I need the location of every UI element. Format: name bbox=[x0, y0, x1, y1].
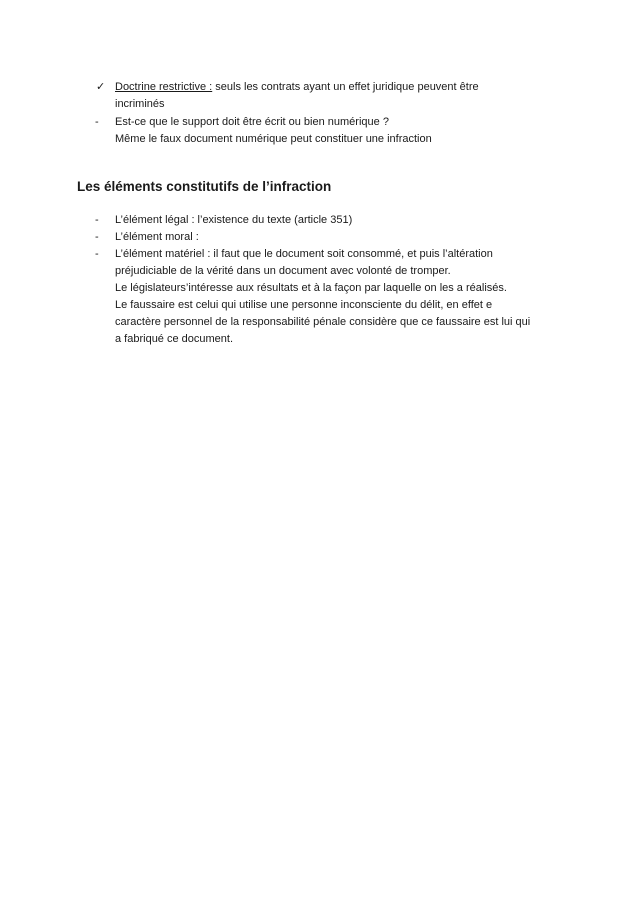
doctrine-continuation: incriminés bbox=[115, 98, 165, 110]
paragraph-line: Le législateurs’intéresse aux résultats et à la façon par laquelle on les a réalisés. bbox=[115, 282, 507, 294]
doctrine-term: Doctrine restrictive : bbox=[115, 81, 213, 93]
list-dash: - bbox=[95, 248, 99, 260]
list-dash: - bbox=[95, 116, 99, 128]
list-dash: - bbox=[95, 214, 99, 226]
list-item-legal: L’élément légal : l’existence du texte (article 351) bbox=[115, 214, 353, 226]
list-item-moral: L’élément moral : bbox=[115, 231, 199, 243]
section-heading: Les éléments constitutifs de l’infraction bbox=[77, 179, 332, 194]
paragraph-line: préjudiciable de la vérité dans un document avec volonté de tromper. bbox=[115, 265, 451, 277]
checkmark-icon: ✓ bbox=[96, 81, 106, 93]
doctrine-text: seuls les contrats ayant un effet juridique peuvent être bbox=[212, 81, 479, 93]
paragraph-line: caractère personnel de la responsabilité pénale considère que ce faussaire est lui qui bbox=[115, 316, 531, 328]
support-continuation: Même le faux document numérique peut constituer une infraction bbox=[115, 133, 432, 145]
list-item-materiel: L’élément matériel : il faut que le document soit consommé, et puis l’altération bbox=[115, 248, 493, 260]
list-dash: - bbox=[95, 231, 99, 243]
list-item-support: Est-ce que le support doit être écrit ou bien numérique ? bbox=[115, 116, 389, 128]
paragraph-line: a fabriqué ce document. bbox=[115, 333, 234, 345]
paragraph-line: Le faussaire est celui qui utilise une personne inconsciente du délit, en effet e bbox=[115, 299, 493, 311]
list-item-doctrine bbox=[115, 79, 479, 95]
